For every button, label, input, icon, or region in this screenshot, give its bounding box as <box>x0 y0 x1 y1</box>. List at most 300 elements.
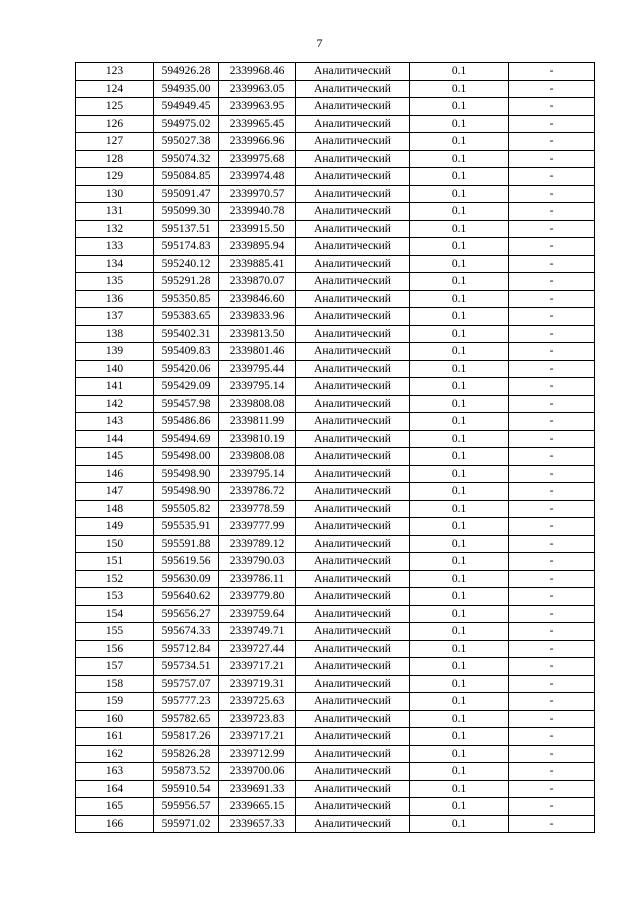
table-row <box>76 518 595 536</box>
cell-point-number: 152 <box>76 570 154 588</box>
cell-x-coordinate: 595826.28 <box>154 745 219 763</box>
cell-x-coordinate: 595505.82 <box>154 500 219 518</box>
table-row <box>76 640 595 658</box>
table-row <box>76 395 595 413</box>
cell-y-coordinate: 2339691.33 <box>219 780 296 798</box>
cell-note: - <box>509 710 595 728</box>
cell-y-coordinate: 2339810.19 <box>219 430 296 448</box>
cell-accuracy: 0.1 <box>410 815 509 833</box>
cell-note: - <box>509 255 595 273</box>
cell-note: - <box>509 63 595 81</box>
cell-method: Аналитический <box>296 570 410 588</box>
cell-x-coordinate: 595873.52 <box>154 763 219 781</box>
cell-y-coordinate: 2339749.71 <box>219 623 296 641</box>
cell-point-number: 141 <box>76 378 154 396</box>
cell-y-coordinate: 2339727.44 <box>219 640 296 658</box>
cell-accuracy: 0.1 <box>410 605 509 623</box>
cell-note: - <box>509 413 595 431</box>
cell-x-coordinate: 595498.00 <box>154 448 219 466</box>
table-row <box>76 98 595 116</box>
cell-x-coordinate: 595350.85 <box>154 290 219 308</box>
cell-method: Аналитический <box>296 80 410 98</box>
cell-note: - <box>509 588 595 606</box>
table-row <box>76 290 595 308</box>
table-row <box>76 605 595 623</box>
table-row <box>76 308 595 326</box>
cell-point-number: 162 <box>76 745 154 763</box>
cell-y-coordinate: 2339963.05 <box>219 80 296 98</box>
cell-y-coordinate: 2339786.11 <box>219 570 296 588</box>
cell-point-number: 156 <box>76 640 154 658</box>
table-row <box>76 63 595 81</box>
cell-x-coordinate: 595240.12 <box>154 255 219 273</box>
cell-x-coordinate: 595486.86 <box>154 413 219 431</box>
cell-method: Аналитический <box>296 238 410 256</box>
cell-x-coordinate: 595619.56 <box>154 553 219 571</box>
cell-point-number: 147 <box>76 483 154 501</box>
cell-point-number: 134 <box>76 255 154 273</box>
cell-note: - <box>509 80 595 98</box>
cell-note: - <box>509 623 595 641</box>
cell-x-coordinate: 594926.28 <box>154 63 219 81</box>
cell-method: Аналитический <box>296 168 410 186</box>
cell-point-number: 133 <box>76 238 154 256</box>
cell-x-coordinate: 595074.32 <box>154 150 219 168</box>
cell-y-coordinate: 2339966.96 <box>219 133 296 151</box>
cell-note: - <box>509 290 595 308</box>
cell-note: - <box>509 308 595 326</box>
cell-accuracy: 0.1 <box>410 168 509 186</box>
cell-note: - <box>509 185 595 203</box>
cell-x-coordinate: 595734.51 <box>154 658 219 676</box>
cell-point-number: 132 <box>76 220 154 238</box>
table-row <box>76 710 595 728</box>
cell-accuracy: 0.1 <box>410 430 509 448</box>
cell-x-coordinate: 594935.00 <box>154 80 219 98</box>
cell-accuracy: 0.1 <box>410 150 509 168</box>
cell-point-number: 127 <box>76 133 154 151</box>
cell-point-number: 157 <box>76 658 154 676</box>
cell-point-number: 138 <box>76 325 154 343</box>
cell-accuracy: 0.1 <box>410 763 509 781</box>
cell-y-coordinate: 2339719.31 <box>219 675 296 693</box>
cell-method: Аналитический <box>296 815 410 833</box>
cell-x-coordinate: 595782.65 <box>154 710 219 728</box>
cell-accuracy: 0.1 <box>410 98 509 116</box>
cell-x-coordinate: 595027.38 <box>154 133 219 151</box>
table-row <box>76 133 595 151</box>
cell-x-coordinate: 595383.65 <box>154 308 219 326</box>
cell-accuracy: 0.1 <box>410 343 509 361</box>
cell-note: - <box>509 798 595 816</box>
cell-x-coordinate: 595137.51 <box>154 220 219 238</box>
cell-note: - <box>509 150 595 168</box>
cell-accuracy: 0.1 <box>410 395 509 413</box>
cell-accuracy: 0.1 <box>410 675 509 693</box>
cell-x-coordinate: 595429.09 <box>154 378 219 396</box>
cell-point-number: 143 <box>76 413 154 431</box>
cell-y-coordinate: 2339795.44 <box>219 360 296 378</box>
cell-y-coordinate: 2339974.48 <box>219 168 296 186</box>
cell-x-coordinate: 595712.84 <box>154 640 219 658</box>
cell-method: Аналитический <box>296 133 410 151</box>
table-row <box>76 325 595 343</box>
cell-point-number: 135 <box>76 273 154 291</box>
cell-accuracy: 0.1 <box>410 220 509 238</box>
cell-method: Аналитический <box>296 483 410 501</box>
cell-point-number: 130 <box>76 185 154 203</box>
cell-accuracy: 0.1 <box>410 798 509 816</box>
table-row <box>76 150 595 168</box>
cell-note: - <box>509 605 595 623</box>
cell-accuracy: 0.1 <box>410 360 509 378</box>
table-row <box>76 693 595 711</box>
cell-note: - <box>509 98 595 116</box>
cell-accuracy: 0.1 <box>410 535 509 553</box>
cell-y-coordinate: 2339915.50 <box>219 220 296 238</box>
cell-y-coordinate: 2339963.95 <box>219 98 296 116</box>
cell-y-coordinate: 2339790.03 <box>219 553 296 571</box>
cell-method: Аналитический <box>296 115 410 133</box>
cell-method: Аналитический <box>296 290 410 308</box>
cell-note: - <box>509 430 595 448</box>
cell-accuracy: 0.1 <box>410 133 509 151</box>
cell-note: - <box>509 675 595 693</box>
cell-method: Аналитический <box>296 378 410 396</box>
cell-y-coordinate: 2339870.07 <box>219 273 296 291</box>
cell-note: - <box>509 168 595 186</box>
cell-method: Аналитический <box>296 588 410 606</box>
cell-y-coordinate: 2339717.21 <box>219 728 296 746</box>
table-row <box>76 658 595 676</box>
cell-note: - <box>509 343 595 361</box>
cell-method: Аналитический <box>296 780 410 798</box>
cell-accuracy: 0.1 <box>410 413 509 431</box>
cell-point-number: 149 <box>76 518 154 536</box>
cell-accuracy: 0.1 <box>410 448 509 466</box>
table-row <box>76 500 595 518</box>
cell-x-coordinate: 594949.45 <box>154 98 219 116</box>
table-row <box>76 168 595 186</box>
cell-y-coordinate: 2339777.99 <box>219 518 296 536</box>
cell-method: Аналитический <box>296 203 410 221</box>
coordinates-table-body <box>76 63 595 833</box>
cell-method: Аналитический <box>296 185 410 203</box>
cell-point-number: 146 <box>76 465 154 483</box>
cell-point-number: 136 <box>76 290 154 308</box>
table-row <box>76 255 595 273</box>
cell-method: Аналитический <box>296 535 410 553</box>
cell-method: Аналитический <box>296 465 410 483</box>
cell-note: - <box>509 448 595 466</box>
table-row <box>76 745 595 763</box>
cell-note: - <box>509 238 595 256</box>
cell-note: - <box>509 553 595 571</box>
table-row <box>76 220 595 238</box>
cell-y-coordinate: 2339717.21 <box>219 658 296 676</box>
table-row <box>76 535 595 553</box>
cell-method: Аналитический <box>296 728 410 746</box>
cell-x-coordinate: 595494.69 <box>154 430 219 448</box>
cell-note: - <box>509 500 595 518</box>
cell-point-number: 151 <box>76 553 154 571</box>
cell-point-number: 166 <box>76 815 154 833</box>
cell-point-number: 140 <box>76 360 154 378</box>
table-row <box>76 238 595 256</box>
table-row <box>76 763 595 781</box>
cell-method: Аналитический <box>296 150 410 168</box>
cell-point-number: 145 <box>76 448 154 466</box>
cell-point-number: 163 <box>76 763 154 781</box>
cell-point-number: 153 <box>76 588 154 606</box>
cell-y-coordinate: 2339808.08 <box>219 395 296 413</box>
cell-method: Аналитический <box>296 63 410 81</box>
cell-x-coordinate: 595498.90 <box>154 465 219 483</box>
cell-accuracy: 0.1 <box>410 745 509 763</box>
cell-method: Аналитический <box>296 500 410 518</box>
cell-method: Аналитический <box>296 675 410 693</box>
cell-method: Аналитический <box>296 308 410 326</box>
table-row <box>76 343 595 361</box>
cell-note: - <box>509 693 595 711</box>
cell-y-coordinate: 2339700.06 <box>219 763 296 781</box>
cell-note: - <box>509 570 595 588</box>
cell-method: Аналитический <box>296 395 410 413</box>
table-row <box>76 413 595 431</box>
cell-method: Аналитический <box>296 710 410 728</box>
table-row <box>76 728 595 746</box>
cell-point-number: 164 <box>76 780 154 798</box>
table-row <box>76 378 595 396</box>
cell-point-number: 123 <box>76 63 154 81</box>
table-row <box>76 570 595 588</box>
cell-x-coordinate: 595457.98 <box>154 395 219 413</box>
cell-accuracy: 0.1 <box>410 203 509 221</box>
table-row <box>76 115 595 133</box>
cell-x-coordinate: 595757.07 <box>154 675 219 693</box>
cell-method: Аналитический <box>296 413 410 431</box>
cell-point-number: 158 <box>76 675 154 693</box>
cell-x-coordinate: 595498.90 <box>154 483 219 501</box>
cell-note: - <box>509 535 595 553</box>
cell-accuracy: 0.1 <box>410 780 509 798</box>
cell-point-number: 148 <box>76 500 154 518</box>
cell-y-coordinate: 2339965.45 <box>219 115 296 133</box>
table-row <box>76 815 595 833</box>
cell-note: - <box>509 745 595 763</box>
cell-y-coordinate: 2339723.83 <box>219 710 296 728</box>
cell-x-coordinate: 595084.85 <box>154 168 219 186</box>
cell-point-number: 131 <box>76 203 154 221</box>
cell-y-coordinate: 2339795.14 <box>219 378 296 396</box>
cell-accuracy: 0.1 <box>410 623 509 641</box>
cell-accuracy: 0.1 <box>410 710 509 728</box>
cell-method: Аналитический <box>296 553 410 571</box>
cell-method: Аналитический <box>296 763 410 781</box>
cell-y-coordinate: 2339885.41 <box>219 255 296 273</box>
page-number: 7 <box>316 36 323 50</box>
table-row <box>76 80 595 98</box>
cell-y-coordinate: 2339665.15 <box>219 798 296 816</box>
cell-method: Аналитический <box>296 220 410 238</box>
cell-accuracy: 0.1 <box>410 640 509 658</box>
cell-accuracy: 0.1 <box>410 185 509 203</box>
cell-x-coordinate: 595099.30 <box>154 203 219 221</box>
cell-accuracy: 0.1 <box>410 483 509 501</box>
cell-y-coordinate: 2339786.72 <box>219 483 296 501</box>
cell-y-coordinate: 2339808.08 <box>219 448 296 466</box>
cell-y-coordinate: 2339833.96 <box>219 308 296 326</box>
cell-accuracy: 0.1 <box>410 518 509 536</box>
cell-point-number: 124 <box>76 80 154 98</box>
table-row <box>76 203 595 221</box>
cell-point-number: 142 <box>76 395 154 413</box>
table-row <box>76 465 595 483</box>
cell-point-number: 144 <box>76 430 154 448</box>
cell-method: Аналитический <box>296 360 410 378</box>
cell-x-coordinate: 595535.91 <box>154 518 219 536</box>
cell-x-coordinate: 595817.26 <box>154 728 219 746</box>
cell-x-coordinate: 595402.31 <box>154 325 219 343</box>
cell-x-coordinate: 595409.83 <box>154 343 219 361</box>
table-row <box>76 623 595 641</box>
cell-point-number: 154 <box>76 605 154 623</box>
cell-point-number: 139 <box>76 343 154 361</box>
cell-y-coordinate: 2339789.12 <box>219 535 296 553</box>
cell-point-number: 126 <box>76 115 154 133</box>
cell-point-number: 150 <box>76 535 154 553</box>
cell-note: - <box>509 658 595 676</box>
cell-note: - <box>509 518 595 536</box>
cell-note: - <box>509 325 595 343</box>
table-row <box>76 780 595 798</box>
cell-x-coordinate: 595971.02 <box>154 815 219 833</box>
cell-note: - <box>509 220 595 238</box>
cell-note: - <box>509 815 595 833</box>
cell-y-coordinate: 2339779.80 <box>219 588 296 606</box>
cell-accuracy: 0.1 <box>410 255 509 273</box>
cell-x-coordinate: 595956.57 <box>154 798 219 816</box>
cell-accuracy: 0.1 <box>410 63 509 81</box>
cell-note: - <box>509 483 595 501</box>
cell-y-coordinate: 2339712.99 <box>219 745 296 763</box>
cell-y-coordinate: 2339846.60 <box>219 290 296 308</box>
cell-y-coordinate: 2339970.57 <box>219 185 296 203</box>
cell-method: Аналитический <box>296 448 410 466</box>
cell-method: Аналитический <box>296 98 410 116</box>
cell-point-number: 159 <box>76 693 154 711</box>
cell-method: Аналитический <box>296 745 410 763</box>
cell-point-number: 137 <box>76 308 154 326</box>
cell-note: - <box>509 203 595 221</box>
cell-note: - <box>509 640 595 658</box>
cell-note: - <box>509 360 595 378</box>
cell-accuracy: 0.1 <box>410 728 509 746</box>
cell-note: - <box>509 728 595 746</box>
table-row <box>76 588 595 606</box>
cell-accuracy: 0.1 <box>410 273 509 291</box>
cell-method: Аналитический <box>296 273 410 291</box>
table-row <box>76 448 595 466</box>
cell-note: - <box>509 133 595 151</box>
cell-x-coordinate: 595591.88 <box>154 535 219 553</box>
cell-method: Аналитический <box>296 605 410 623</box>
cell-x-coordinate: 595630.09 <box>154 570 219 588</box>
cell-x-coordinate: 595640.62 <box>154 588 219 606</box>
cell-x-coordinate: 595674.33 <box>154 623 219 641</box>
cell-y-coordinate: 2339975.68 <box>219 150 296 168</box>
cell-y-coordinate: 2339778.59 <box>219 500 296 518</box>
cell-note: - <box>509 780 595 798</box>
cell-y-coordinate: 2339940.78 <box>219 203 296 221</box>
cell-accuracy: 0.1 <box>410 553 509 571</box>
cell-point-number: 165 <box>76 798 154 816</box>
cell-x-coordinate: 595291.28 <box>154 273 219 291</box>
cell-method: Аналитический <box>296 343 410 361</box>
cell-x-coordinate: 594975.02 <box>154 115 219 133</box>
cell-point-number: 125 <box>76 98 154 116</box>
cell-method: Аналитический <box>296 518 410 536</box>
cell-y-coordinate: 2339657.33 <box>219 815 296 833</box>
cell-note: - <box>509 395 595 413</box>
cell-x-coordinate: 595420.06 <box>154 360 219 378</box>
cell-point-number: 160 <box>76 710 154 728</box>
cell-x-coordinate: 595091.47 <box>154 185 219 203</box>
table-row <box>76 553 595 571</box>
cell-point-number: 161 <box>76 728 154 746</box>
cell-method: Аналитический <box>296 693 410 711</box>
cell-y-coordinate: 2339759.64 <box>219 605 296 623</box>
cell-accuracy: 0.1 <box>410 378 509 396</box>
cell-method: Аналитический <box>296 325 410 343</box>
table-row <box>76 798 595 816</box>
cell-point-number: 128 <box>76 150 154 168</box>
cell-point-number: 129 <box>76 168 154 186</box>
cell-note: - <box>509 378 595 396</box>
cell-accuracy: 0.1 <box>410 500 509 518</box>
cell-note: - <box>509 273 595 291</box>
cell-x-coordinate: 595656.27 <box>154 605 219 623</box>
cell-x-coordinate: 595777.23 <box>154 693 219 711</box>
cell-accuracy: 0.1 <box>410 570 509 588</box>
table-row <box>76 273 595 291</box>
table-row <box>76 483 595 501</box>
cell-y-coordinate: 2339811.99 <box>219 413 296 431</box>
cell-note: - <box>509 763 595 781</box>
cell-accuracy: 0.1 <box>410 465 509 483</box>
cell-accuracy: 0.1 <box>410 308 509 326</box>
cell-accuracy: 0.1 <box>410 588 509 606</box>
cell-y-coordinate: 2339725.63 <box>219 693 296 711</box>
cell-note: - <box>509 115 595 133</box>
cell-method: Аналитический <box>296 430 410 448</box>
cell-y-coordinate: 2339813.50 <box>219 325 296 343</box>
cell-accuracy: 0.1 <box>410 238 509 256</box>
cell-accuracy: 0.1 <box>410 80 509 98</box>
cell-point-number: 155 <box>76 623 154 641</box>
cell-x-coordinate: 595174.83 <box>154 238 219 256</box>
cell-method: Аналитический <box>296 255 410 273</box>
cell-x-coordinate: 595910.54 <box>154 780 219 798</box>
cell-method: Аналитический <box>296 640 410 658</box>
table-row <box>76 185 595 203</box>
cell-method: Аналитический <box>296 623 410 641</box>
cell-accuracy: 0.1 <box>410 290 509 308</box>
table-row <box>76 360 595 378</box>
cell-y-coordinate: 2339795.14 <box>219 465 296 483</box>
cell-y-coordinate: 2339968.46 <box>219 63 296 81</box>
cell-accuracy: 0.1 <box>410 693 509 711</box>
